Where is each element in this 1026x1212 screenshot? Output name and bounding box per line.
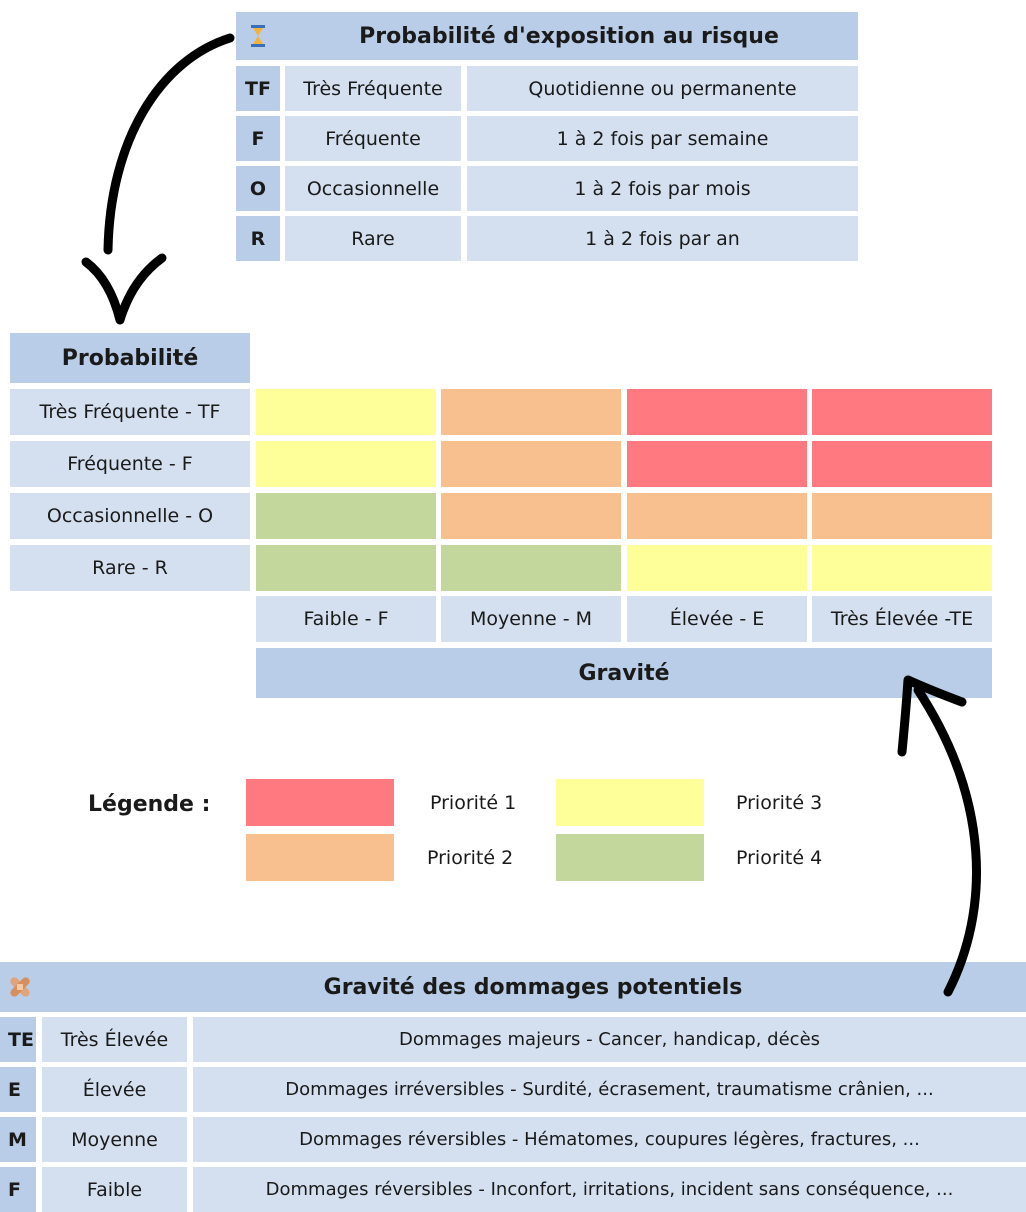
severity-label: Élevée [42,1067,187,1112]
probability-label: Fréquente [285,116,461,161]
probability-label: Occasionnelle [285,166,461,211]
severity-code: M [0,1117,36,1162]
probability-description: 1 à 2 fois par semaine [467,116,858,161]
severity-description: Dommages majeurs - Cancer, handicap, décès [193,1017,1026,1062]
matrix-column-header: Gravité [256,648,992,698]
matrix-column-label: Faible - F [256,596,436,642]
probability-description: 1 à 2 fois par an [467,216,858,261]
severity-label: Moyenne [42,1117,187,1162]
probability-code: O [236,166,280,211]
legend-label: Priorité 3 [736,791,823,814]
severity-description: Dommages réversibles - Inconfort, irritations, incident sans conséquence, ... [193,1167,1026,1212]
matrix-column-label: Très Élevée -TE [812,596,992,642]
matrix-row-label: Rare - R [10,545,250,591]
matrix-column-label: Élevée - E [627,596,807,642]
severity-code: TE [0,1017,36,1062]
probability-label: Très Fréquente [285,66,461,111]
legend-label: Priorité 2 [427,846,514,869]
legend-title: Légende : [88,791,211,817]
severity-description: Dommages réversibles - Hématomes, coupures légères, fractures, ... [193,1117,1026,1162]
probability-table-title: Probabilité d'exposition au risque [280,12,858,60]
legend-label: Priorité 1 [430,791,517,814]
severity-code: E [0,1067,36,1112]
probability-code: R [236,216,280,261]
severity-description: Dommages irréversibles - Surdité, écrasement, traumatisme crânien, ... [193,1067,1026,1112]
severity-table-title: Gravité des dommages potentiels [40,962,1026,1012]
severity-label: Faible [42,1167,187,1212]
probability-code: TF [236,66,280,111]
matrix-row-label: Très Fréquente - TF [10,389,250,435]
probability-label: Rare [285,216,461,261]
probability-description: 1 à 2 fois par mois [467,166,858,211]
severity-code: F [0,1167,36,1212]
matrix-row-label: Occasionnelle - O [10,493,250,539]
matrix-row-label: Fréquente - F [10,441,250,487]
matrix-row-header: Probabilité [10,333,250,383]
legend-label: Priorité 4 [736,846,823,869]
severity-label: Très Élevée [42,1017,187,1062]
matrix-column-label: Moyenne - M [441,596,621,642]
probability-code: F [236,116,280,161]
probability-description: Quotidienne ou permanente [467,66,858,111]
